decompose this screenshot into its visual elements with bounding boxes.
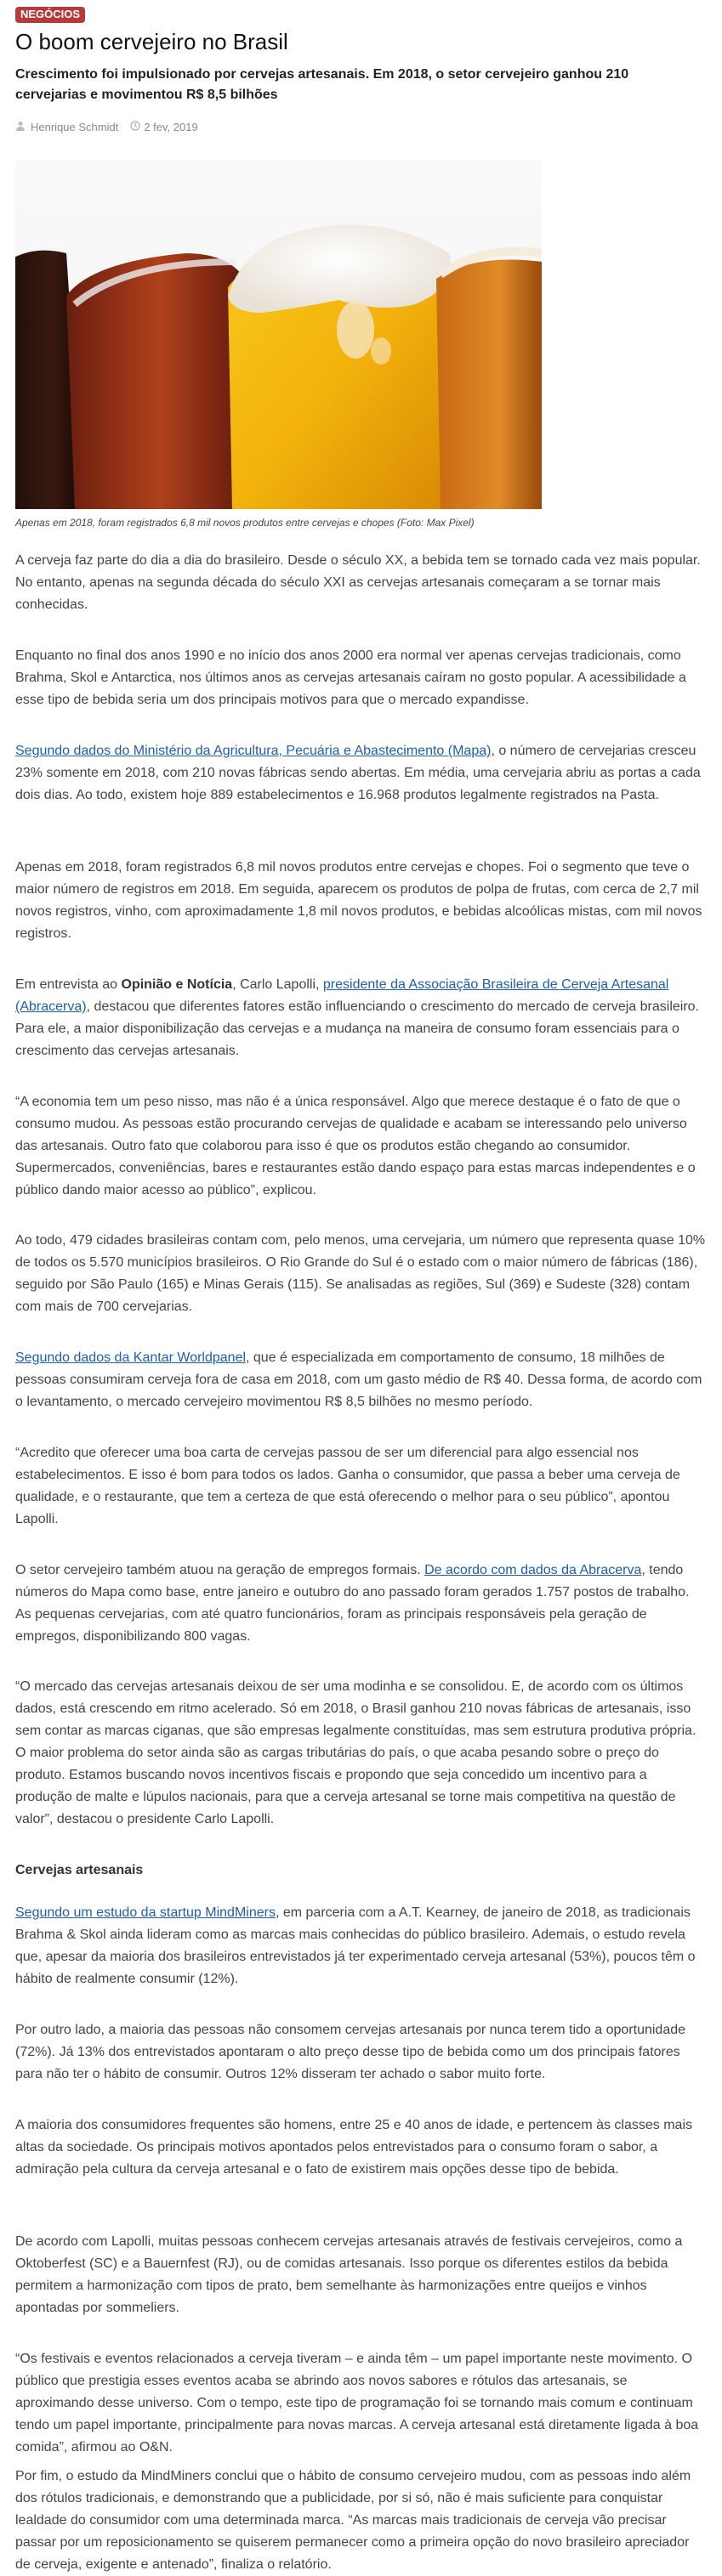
paragraph-8 xyxy=(15,1347,706,1413)
user-icon xyxy=(15,121,26,133)
paragraph-14: A maioria dos consumidores frequentes são homens, entre 25 e 40 anos de idade, e pertencem às classes mais altas da sociedade. Os principais motivos apontados pelos entrevistados para o consumo foram o sabor, a admiração pela cultura da cerveja artesanal e o fato de existirem mais opções desse tipo de bebida. xyxy=(15,2118,693,2177)
paragraph-17: Por fim, o estudo da MindMiners conclui que o hábito de consumo cervejeiro mudou, com as pessoas indo além dos rótulos tradicionais, e demonstrando que a publicidade, por si só, não é mais suficiente para conquistar lealdade do consumidor com uma determinada marca. “As marcas mais tradicionais de cerveja vão precisar passar por um reposicionamento se quiserem permanecer como a primeira opção do novo brasileiro apreciador de cerveja, exigente e antenado”, finaliza o relatório. xyxy=(15,2469,691,2572)
link-abracerva-president[interactable]: presidente da Associação Brasileira de Cerveja Artesanal (Abracerva) xyxy=(15,977,669,1014)
paragraph-12-text: , em parceria com a A.T. Kearney, de janeiro de 2018, as tradicionais Brahma & Skol ainda lideram como as marcas mais conhecidas do público brasileiro. Ademais, o estudo revela que, apesar da maioria dos brasileiros entrevistados já ter experimentado cerveja artesanal (53%), poucos têm o hábito de realmente consumir (12%). xyxy=(15,1905,696,1986)
link-mindminers[interactable]: Segundo um estudo da startup MindMiners xyxy=(15,1905,276,1920)
paragraph-10-text-b: , tendo números do Mapa como base, entre janeiro e outubro do ano passado foram gerados 1.757 postos de trabalho. As pequenas cervejarias, com até quatro funcionários, foram as principais responsáveis pela geração de empregos, disponibilizando 800 vagas. xyxy=(15,1563,690,1644)
hero-image xyxy=(15,160,542,509)
paragraph-16: “Os festivais e eventos relacionados a cerveja tiveram – e ainda têm – um papel importante neste movimento. O público que prestigia esses eventos acaba se abrindo aos novos sabores e rótulos das artesanais, se aproximando desse universo. Com o tempo, este tipo de programação foi se tornando mais comum e continuam tendo um papel importante, principalmente para novas marcas. A cerveja artesanal está diretamente ligada à boa comida”, afirmou ao O&N. xyxy=(15,2352,699,2454)
beer-glasses-photo xyxy=(15,160,542,509)
paragraph-10-text-a: O setor cervejeiro também atuou na geração de empregos formais. xyxy=(15,1563,425,1577)
link-mapa[interactable]: Segundo dados do Ministério da Agricultura, Pecuária e Abastecimento (Mapa) xyxy=(15,744,492,758)
paragraph-7: Ao todo, 479 cidades brasileiras contam com, pelo menos, uma cervejaria, um número que representa quase 10% de todos os 5.570 municípios brasileiros. O Rio Grande do Sul é o estado com o maior número de fábricas (186), seguido por São Paulo (165) e Minas Gerais (115). Se analisadas as regiões, Sul (369) e Sudeste (328) contam com mais de 700 cervejarias. xyxy=(15,1233,706,1314)
image-caption: Apenas em 2018, foram registrados 6,8 mil novos produtos entre cervejas e chopes (Foto: Max Pixel) xyxy=(15,517,475,529)
paragraph-13: Por outro lado, a maioria das pessoas não consomem cervejas artesanais por nunca terem tido a oportunidade (72%). Já 13% dos entrevistados apontaram o alto preço desse tipo de bebida como um dos principais fatores para não ter o hábito de consumir. Outros 12% disseram ter achado o sabor muito forte. xyxy=(15,2023,686,2081)
paragraph-5 xyxy=(15,974,706,1062)
article-meta xyxy=(15,118,198,135)
paragraph-6: “A economia tem um peso nisso, mas não é a única responsável. Algo que merece destaque é o fato de que o consumo mudou. As pessoas estão procurando cervejas de qualidade e acabam se interessando pelo universo das artesanais. Outro fato que colaborou para isso é que os produtos estão chegando ao consumidor. Supermercados, conveniências, bares e restaurantes estão dando espaço para estas marcas independentes e o público dando maior acesso ao público”, explicou. xyxy=(15,1095,696,1197)
paragraph-3-text: , o número de cervejarias cresceu 23% somente em 2018, com 210 novas fábricas sendo abertas. Em média, uma cervejaria abriu as portas a cada dois dias. Ao todo, existem hoje 889 estabelecimentos e 16.968 produtos legalmente registrados na Pasta. xyxy=(15,744,701,802)
link-kantar[interactable]: Segundo dados da Kantar Worldpanel xyxy=(15,1350,247,1365)
paragraph-11: “O mercado das cervejas artesanais deixou de ser uma modinha e se consolidou. E, de acordo com os últimos dados, está crescendo em ritmo acelerado. Só em 2018, o Brasil ganhou 210 novas fábricas de artesanais, isso sem contar as marcas ciganas, que são empresas legalmente constituídas, mas sem estrutura produtiva própria. O maior problema do setor ainda são as cargas tributárias do país, o que acaba pesando sobre o preço do produto. Estamos buscando novos incentivos fiscais e propondo que seja concedido um incentivo para a produção de malte e lúpulos nacionais, para que a cerveja artesanal se torne mais competitiva na questão de valor”, destacou o presidente Carlo Lapolli. xyxy=(15,1679,696,1826)
paragraph-10 xyxy=(15,1560,706,1648)
paragraph-5-text-b: , Carlo Lapolli, xyxy=(232,977,323,992)
link-abracerva-data[interactable]: De acordo com dados da Abracerva xyxy=(424,1563,642,1577)
paragraph-3 xyxy=(15,740,706,807)
paragraph-5-text-c: , destacou que diferentes fatores estão influenciando o crescimento do mercado de cerveja brasileiro. Para ele, a maior disponibilização das cervejas e a mudança na maneira de consumo foram essenciais para o crescimento das cervejas artesanais. xyxy=(15,999,699,1058)
paragraph-15: De acordo com Lapolli, muitas pessoas conhecem cervejas artesanais através de festivais cervejeiros, como a Oktoberfest (SC) e a Bauernfest (RJ), ou de comidas artesanais. Isso porque os diferentes estilos da bebida permitem a harmonização com tipos de prato, bem semelhante às harmonizações entre queijos e vinhos apontadas por sommeliers. xyxy=(15,2234,683,2315)
paragraph-12 xyxy=(15,1902,706,1990)
article-subtitle: Crescimento foi impulsionado por cervejas artesanais. Em 2018, o setor cervejeiro ganhou 210 cervejarias e movimentou R$ 8,5 bilhões xyxy=(15,67,629,102)
section-heading: Cervejas artesanais xyxy=(15,1863,144,1877)
paragraph-8-text: , que é especializada em comportamento de consumo, 18 milhões de pessoas consumiram cerveja fora de casa em 2018, com um gasto médio de R$ 40. Dessa forma, de acordo com o levantamento, o mercado cervejeiro movimentou R$ 8,5 bilhões no mesmo período. xyxy=(15,1350,702,1409)
paragraph-5-text-a: Em entrevista ao xyxy=(15,977,122,992)
author-name[interactable]: Henrique Schmidt xyxy=(31,120,119,133)
publish-date: 2 fev, 2019 xyxy=(144,120,198,133)
paragraph-1: A cerveja faz parte do dia a dia do brasileiro. Desde o século XX, a bebida tem se tornado cada vez mais popular. No entanto, apenas na segunda década do século XXI as cervejas artesanais começaram a se tornar mais conhecidas. xyxy=(15,553,701,612)
clock-icon xyxy=(130,121,140,133)
paragraph-4: Apenas em 2018, foram registrados 6,8 mil novos produtos entre cervejas e chopes. Foi o segmento que teve o maior número de registros em 2018. Em seguida, aparecem os produtos de polpa de frutas, com cerca de 2,7 mil novos registros, vinho, com aproximadamente 1,8 mil novos produtos, e bebidas alcoólicas mistas, com mil novos registros. xyxy=(15,860,702,941)
publication-name: Opinião e Notícia xyxy=(121,977,233,992)
paragraph-9: “Acredito que oferecer uma boa carta de cervejas passou de ser um diferencial para algo essencial nos estabelecimentos. E isso é bom para todos os lados. Ganha o consumidor, que passa a beber uma cerveja de qualidade, e o restaurante, que tem a certeza de que está oferecendo o melhor para o seu público”, apontou Lapolli. xyxy=(15,1446,680,1526)
article-title: O boom cervejeiro no Brasil xyxy=(15,29,288,54)
paragraph-2: Enquanto no final dos anos 1990 e no início dos anos 2000 era normal ver apenas cervejas tradicionais, como Brahma, Skol e Antarctica, nos últimos anos as cervejas artesanais caíram no gosto popular. A acessibilidade a esse tipo de bebida seria um dos principais motivos para que o mercado expandisse. xyxy=(15,648,686,707)
category-badge[interactable]: NEGÓCIOS xyxy=(15,7,85,23)
